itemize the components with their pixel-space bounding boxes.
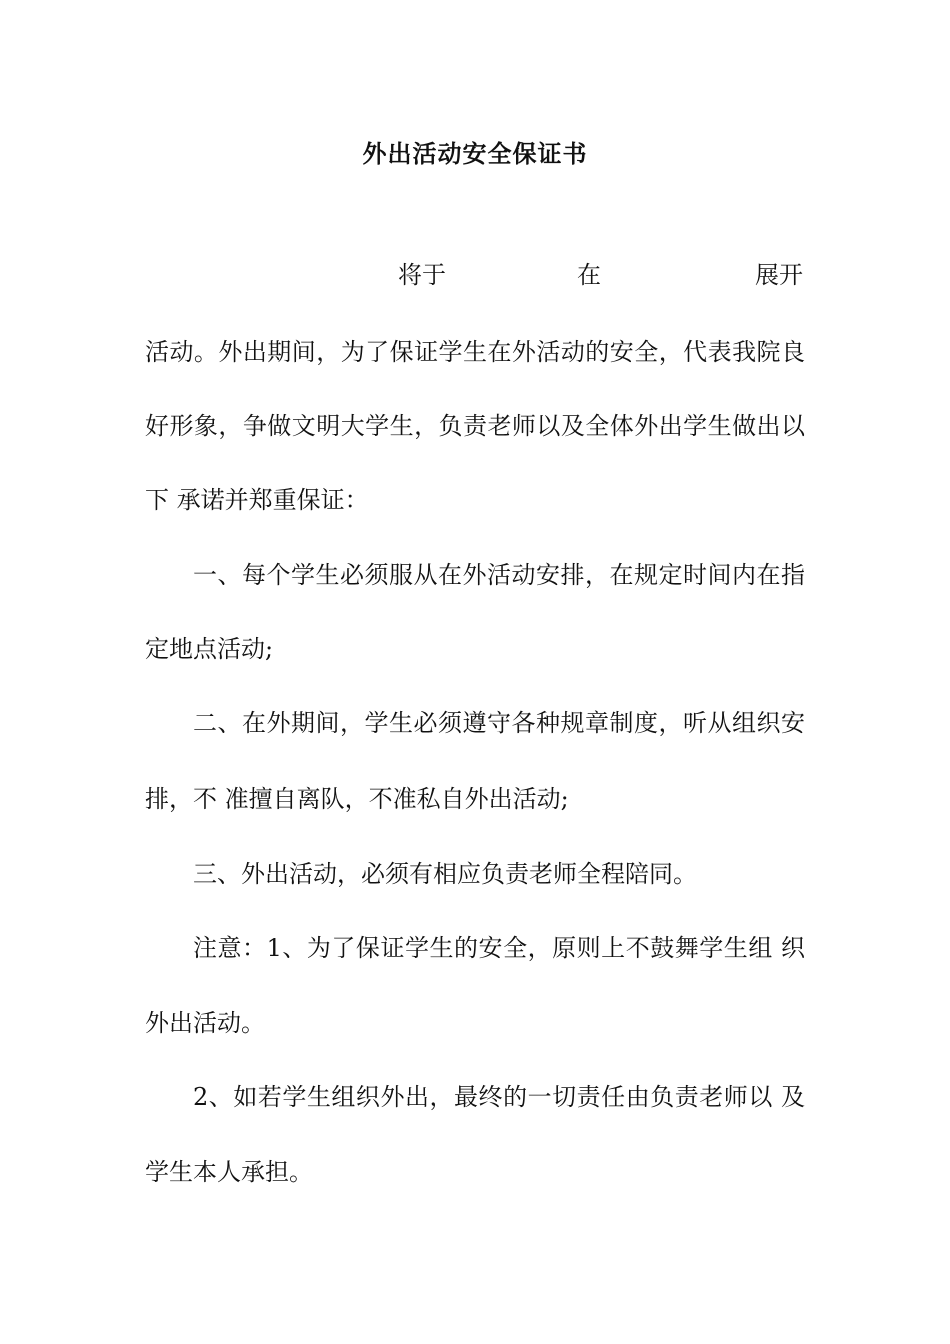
intro-line-3: 好形象，争做文明大学生，负责老师以及全体外出学生做出以 <box>145 412 805 440</box>
item-3-line-1: 三、外出活动，必须有相应负责老师全程陪同。 <box>193 860 697 888</box>
intro-line-4: 下 承诺并郑重保证： <box>145 486 369 514</box>
intro-line-2: 活动。外出期间，为了保证学生在外活动的安全，代表我院良 <box>145 338 805 366</box>
intro-fragment-jiangyu: 将于 <box>398 261 446 289</box>
note-1-line-2: 外出活动。 <box>145 1009 265 1037</box>
item-1-line-1: 一、每个学生必须服从在外活动安排，在规定时间内在指 <box>193 561 805 589</box>
intro-fragment-zai: 在 <box>577 261 601 289</box>
item-2-line-2: 排，不 准擅自离队，不准私自外出活动; <box>145 785 569 813</box>
note-2-line-1: 2、如若学生组织外出，最终的一切责任由负责老师以 及 <box>193 1083 805 1111</box>
document-title: 外出活动安全保证书 <box>362 140 588 168</box>
intro-fragment-zhankai: 展开 <box>755 261 803 289</box>
note-1-line-1: 注意：1、为了保证学生的安全，原则上不鼓舞学生组 织 <box>193 934 805 962</box>
item-1-line-2: 定地点活动; <box>145 635 274 663</box>
note-2-line-2: 学生本人承担。 <box>145 1158 313 1186</box>
item-2-line-1: 二、在外期间，学生必须遵守各种规章制度，听从组织安 <box>193 709 805 737</box>
